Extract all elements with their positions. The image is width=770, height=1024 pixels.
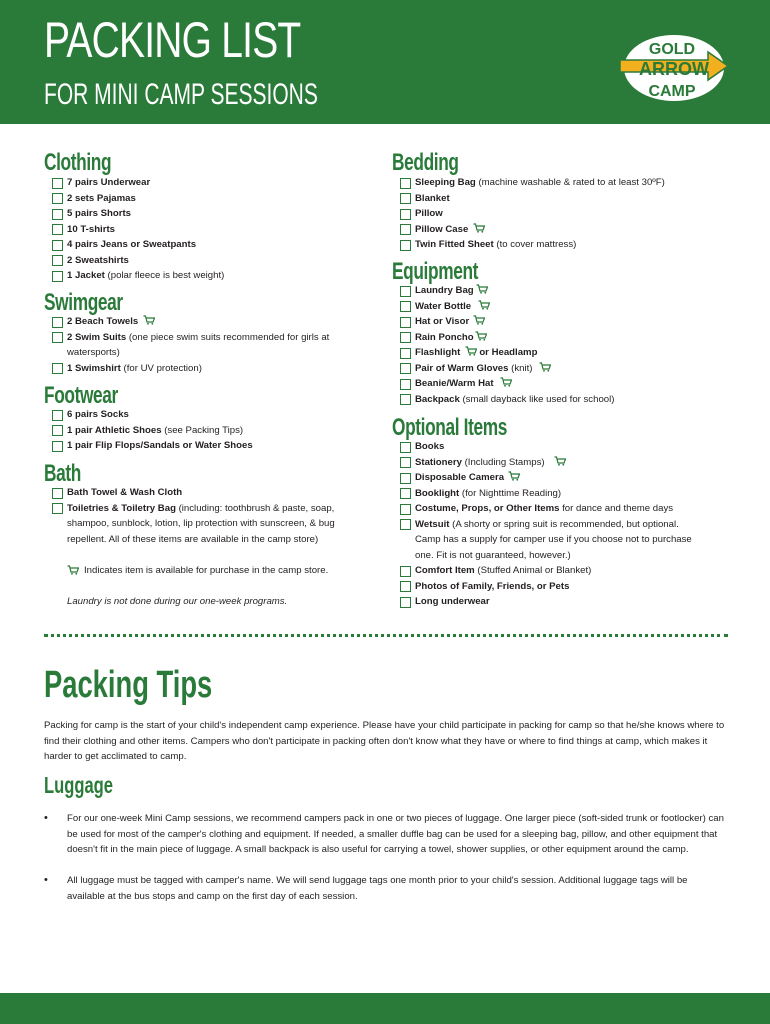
checkbox-icon[interactable] <box>400 332 411 343</box>
item-name: Flashlight <box>415 347 461 358</box>
logo-word-1: GOLD <box>648 41 696 58</box>
bedding-heading: Bedding <box>392 149 459 176</box>
item-name: Blanket <box>415 192 450 204</box>
optional-item <box>415 455 545 471</box>
bath-item <box>67 516 335 532</box>
bedding-item <box>415 222 468 238</box>
clothing-item <box>67 268 224 284</box>
item-name: Sleeping Bag <box>415 177 476 188</box>
checkbox-icon[interactable] <box>400 473 411 484</box>
checkbox-icon[interactable] <box>400 394 411 405</box>
item-name: 2 Beach Towels <box>67 316 139 327</box>
cart-icon <box>539 362 551 372</box>
clothing-heading: Clothing <box>44 149 112 176</box>
item-name: Wetsuit <box>415 518 450 530</box>
laundry-note: Laundry is not done during our one-week programs. <box>67 596 288 607</box>
checkbox-icon[interactable] <box>52 240 63 251</box>
item-name: 2 sets Pajamas <box>67 192 136 204</box>
checkbox-icon[interactable] <box>400 581 411 592</box>
checkbox-icon[interactable] <box>400 224 411 235</box>
item-name: 6 pairs Socks <box>67 409 129 420</box>
item-name: 2 Sweatshirts <box>67 254 129 266</box>
bath-item <box>67 532 318 548</box>
checkbox-icon[interactable] <box>52 410 63 421</box>
item-name: 4 pairs Jeans or Sweatpants <box>67 239 197 250</box>
item-name: Stationery <box>415 456 462 468</box>
item-detail: Camp has a supply for camper use if you choose not to purchase <box>415 534 692 545</box>
checkbox-icon[interactable] <box>52 441 63 452</box>
optional-item <box>415 563 591 579</box>
clothing-item <box>67 253 129 269</box>
swimgear-item <box>67 330 329 346</box>
gold-arrow-camp-logo <box>612 30 732 106</box>
checkbox-icon[interactable] <box>400 504 411 515</box>
cart-icon <box>500 377 512 387</box>
bedding-item <box>415 191 450 207</box>
optional-item <box>415 532 692 548</box>
optional-item <box>415 439 444 455</box>
luggage-bullet-1: For our one-week Mini Camp sessions, we recommend campers pack in one or two pieces of luggage. One larger piece (soft-sided trunk or footlocker) can be used for most of the camper's clothing and equipment. If needed, a smaller duffle bag can be used for a sleeping bag, pillow, and other equipment that doesn't fit in the main piece of luggage. A small backpack is also useful for carrying a towel, shower supplies, or other equipment around the camp. <box>67 813 724 855</box>
checkbox-icon[interactable] <box>400 442 411 453</box>
clothing-item <box>67 206 131 222</box>
item-name: Toiletries & Toiletry Bag <box>67 502 176 514</box>
item-name: Pair of Warm Gloves <box>415 362 509 374</box>
checkbox-icon[interactable] <box>400 301 411 312</box>
checkbox-icon[interactable] <box>52 193 63 204</box>
item-name: Long underwear <box>415 596 490 607</box>
cart-icon <box>473 315 485 325</box>
footer-bar <box>0 993 770 1024</box>
luggage-bullet-2: All luggage must be tagged with camper's name. We will send luggage tags one month prior to your child's session. Additional luggage tags will be available at the bus stops and camp on the first day of each session. <box>67 875 688 902</box>
cart-icon <box>554 456 566 466</box>
item-detail: one. Fit is not guaranteed, however.) <box>415 549 571 561</box>
item-name: 1 pair Flip Flops/Sandals or Water Shoes <box>67 440 253 451</box>
checkbox-icon[interactable] <box>400 566 411 577</box>
item-detail: (knit) <box>508 362 533 374</box>
checkbox-icon[interactable] <box>52 271 63 282</box>
item-detail: (polar fleece is best weight) <box>104 270 225 281</box>
clothing-item <box>67 175 150 191</box>
checkbox-icon[interactable] <box>52 224 63 235</box>
item-name: 10 T-shirts <box>67 223 115 235</box>
checkbox-icon[interactable] <box>400 597 411 608</box>
item-detail: (Stuffed Animal or Blanket) <box>474 565 592 576</box>
item-name: Pillow <box>415 208 443 219</box>
checkbox-icon[interactable] <box>400 488 411 499</box>
item-name: 1 pair Athletic Shoes <box>67 424 162 436</box>
item-name: Pillow Case <box>415 223 469 235</box>
equipment-item <box>415 299 471 315</box>
item-detail: for dance and theme days <box>559 503 674 514</box>
cart-icon <box>508 471 520 481</box>
checkbox-icon[interactable] <box>52 255 63 266</box>
bullet-marker: • <box>44 812 48 824</box>
equipment-item <box>415 314 469 330</box>
checkbox-icon[interactable] <box>400 519 411 530</box>
bath-item <box>67 485 182 501</box>
checkbox-icon[interactable] <box>400 457 411 468</box>
cart-icon <box>465 346 477 356</box>
checkbox-icon[interactable] <box>400 193 411 204</box>
item-detail: (small dayback like used for school) <box>459 393 615 405</box>
equipment-item <box>415 392 614 408</box>
footwear-item <box>67 423 243 439</box>
logo-word-2: ARROW <box>639 59 709 79</box>
logo-word-3: CAMP <box>648 83 696 100</box>
item-detail: repellent. All of these items are available in the camp store) <box>67 533 319 545</box>
bedding-item <box>415 206 443 222</box>
optional-item <box>415 501 673 517</box>
item-name: Booklight <box>415 487 460 499</box>
item-name: Twin Fitted Sheet <box>415 239 494 250</box>
cart-icon <box>476 284 488 294</box>
cart-icon <box>67 565 79 575</box>
item-name: Costume, Props, or Other Items <box>415 503 560 514</box>
item-name: 2 Swim Suits <box>67 331 127 343</box>
item-detail: (including: toothbrush & paste, soap, <box>175 502 335 514</box>
item-detail: (for Nighttime Reading) <box>459 487 562 499</box>
equipment-item <box>415 330 474 346</box>
clothing-item <box>67 191 136 207</box>
checkbox-icon[interactable] <box>400 379 411 390</box>
checkbox-icon[interactable] <box>52 317 63 328</box>
item-name: Laundry Bag <box>415 285 474 296</box>
item-name: Comfort Item <box>415 565 475 576</box>
item-name: Books <box>415 441 445 452</box>
checkbox-icon[interactable] <box>52 503 63 514</box>
item-detail: (see Packing Tips) <box>161 424 244 436</box>
optional-heading: Optional Items <box>392 414 507 441</box>
item-name: 1 Jacket <box>67 270 105 281</box>
item-detail: (to cover mattress) <box>493 239 577 250</box>
page-title: PACKING LIST <box>44 12 301 68</box>
cart-legend-text: Indicates item is available for purchase in the camp store. <box>84 565 329 576</box>
item-name: Backpack <box>415 393 460 405</box>
packing-tips-paragraph: Packing for camp is the start of your child's independent camp experience. Please have your child participate in packing for camp so that he/she knows where to find their clothing and other items. Campers who don't participate in packing often don't know what they have or where to find things at camp, which makes it harder to get acclimated to camp. <box>44 720 725 762</box>
packing-tips-heading: Packing Tips <box>44 664 213 706</box>
optional-item <box>415 470 504 486</box>
item-name: Beanie/Warm Hat <box>415 378 494 389</box>
item-name: Bath Towel & Wash Cloth <box>67 487 183 498</box>
footwear-item <box>67 438 253 454</box>
bullet-marker: • <box>44 874 48 886</box>
item-name: 5 pairs Shorts <box>67 208 131 219</box>
checkbox-icon[interactable] <box>400 240 411 251</box>
item-name: Water Bottle <box>415 300 472 312</box>
swimgear-item <box>67 361 202 377</box>
item-detail: (machine washable & rated to at least 30ºF) <box>475 177 665 188</box>
checkbox-icon[interactable] <box>400 286 411 297</box>
swimgear-heading: Swimgear <box>44 289 123 316</box>
cart-icon <box>478 300 490 310</box>
item-detail: (for UV protection) <box>120 362 202 374</box>
checkbox-icon[interactable] <box>52 178 63 189</box>
equipment-item <box>415 361 532 377</box>
swimgear-item <box>67 345 120 361</box>
item-detail: (one piece swim suits recommended for girls at <box>126 331 330 343</box>
optional-item <box>415 517 679 533</box>
equipment-item <box>415 376 494 392</box>
page-subtitle: FOR MINI CAMP SESSIONS <box>44 78 318 111</box>
item-name: 1 Swimshirt <box>67 362 121 374</box>
item-name-alt: or Headlamp <box>479 347 538 358</box>
item-name: Photos of Family, Friends, or Pets <box>415 580 570 592</box>
equipment-item <box>415 283 474 299</box>
checkbox-icon[interactable] <box>52 488 63 499</box>
item-name: 7 pairs Underwear <box>67 177 151 188</box>
checkbox-icon[interactable] <box>52 363 63 374</box>
checkbox-icon[interactable] <box>400 348 411 359</box>
optional-item <box>415 579 569 595</box>
footwear-heading: Footwear <box>44 382 118 409</box>
clothing-item <box>67 222 115 238</box>
checkbox-icon[interactable] <box>400 178 411 189</box>
checkbox-icon[interactable] <box>52 209 63 220</box>
checkbox-icon[interactable] <box>400 363 411 374</box>
item-name: Rain Poncho <box>415 331 474 343</box>
dotted-divider <box>44 634 728 637</box>
checkbox-icon[interactable] <box>52 425 63 436</box>
item-name: Hat or Visor <box>415 316 470 327</box>
equipment-heading: Equipment <box>392 258 479 285</box>
bedding-item <box>415 175 665 191</box>
footwear-item <box>67 407 129 423</box>
swimgear-item <box>67 314 138 330</box>
header-banner <box>0 0 770 124</box>
checkbox-icon[interactable] <box>52 332 63 343</box>
cart-icon <box>473 223 485 233</box>
luggage-heading: Luggage <box>44 772 114 798</box>
clothing-item <box>67 237 196 253</box>
bath-item <box>67 501 334 517</box>
item-name: Disposable Camera <box>415 472 505 483</box>
item-detail: shampoo, sunblock, lotion, lip protection with sunscreen, & bug <box>67 518 335 529</box>
optional-item <box>415 594 490 610</box>
optional-item <box>415 548 571 564</box>
cart-icon <box>475 331 487 341</box>
item-detail: watersports) <box>67 347 120 358</box>
item-detail: (A shorty or spring suit is recommended, but optional. <box>449 518 679 530</box>
checkbox-icon[interactable] <box>400 317 411 328</box>
checkbox-icon[interactable] <box>400 209 411 220</box>
bath-heading: Bath <box>44 460 81 487</box>
optional-item <box>415 486 561 502</box>
cart-icon <box>143 315 155 325</box>
bedding-item <box>415 237 576 253</box>
item-detail: (Including Stamps) <box>461 456 545 468</box>
